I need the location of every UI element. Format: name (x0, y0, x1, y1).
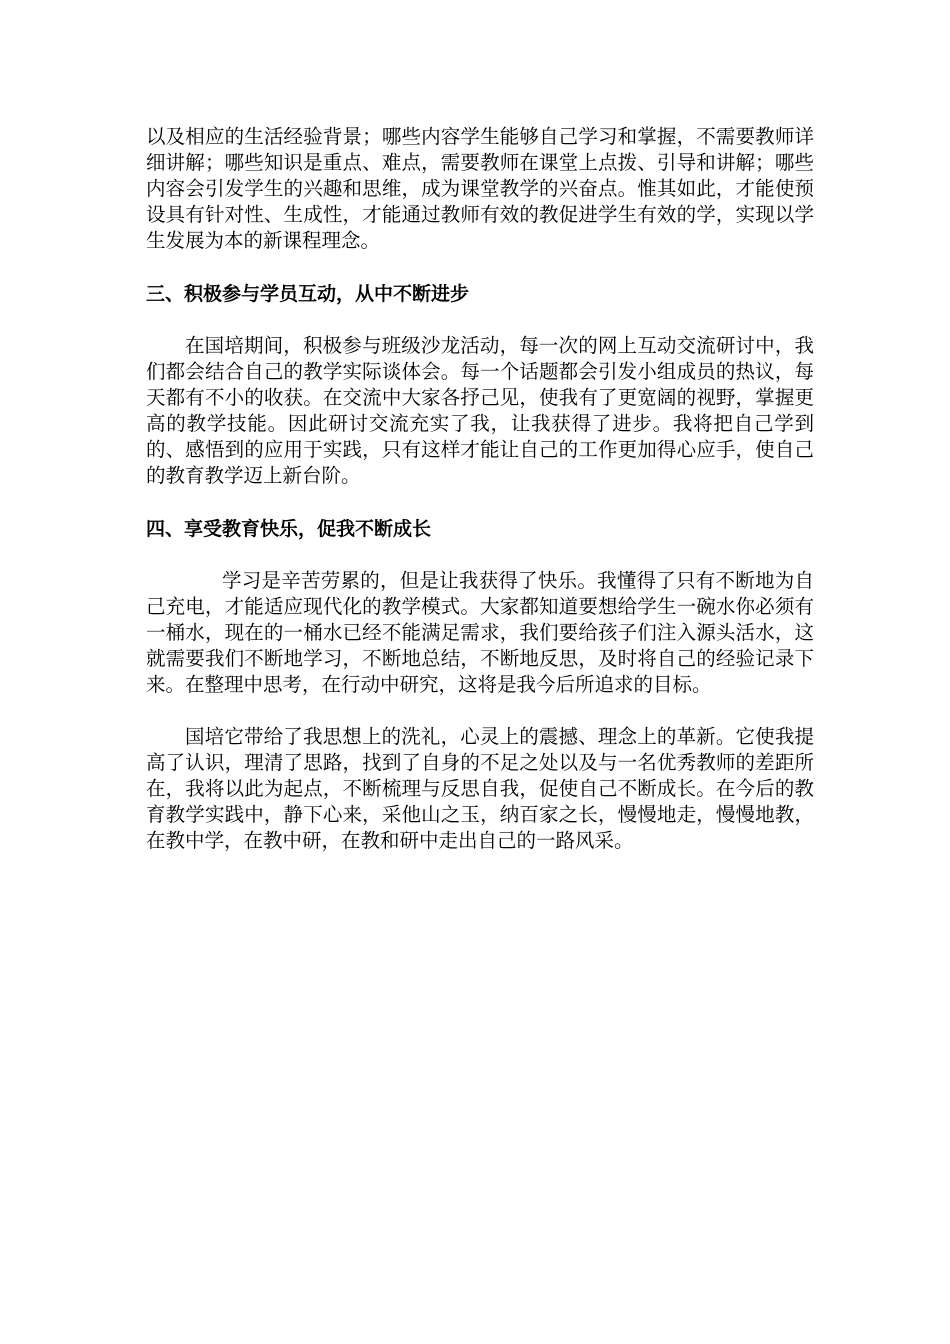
document-body (146, 124, 814, 854)
paragraph-conclusion: 国培它带给了我思想上的洗礼，心灵上的震撼、理念上的革新。它使我提高了认识，理清了思路，找到了自身的不足之处以及与一名优秀教师的差距所在，我将以此为起点，不断梳理与反思自我，促使自己不断成长。在今后的教育教学实践中，静下心来，采他山之玉，纳百家之长，慢慢地走，慢慢地教，在教中学，在教中研，在教和研中走出自己的一路风采。 (146, 725, 814, 852)
paragraph-continuation: 以及相应的生活经验背景；哪些内容学生能够自己学习和掌握，不需要教师详细讲解；哪些知识是重点、难点，需要教师在课堂上点拨、引导和讲解；哪些内容会引发学生的兴趣和思维，成为课堂教学的兴奋点。惟其如此，才能使预设具有针对性、生成性，才能通过教师有效的教促进学生有效的学，实现以学生发展为本的新课程理念。 (146, 125, 814, 252)
paragraph-enjoy-learning: 学习是辛苦劳累的，但是让我获得了快乐。我懂得了只有不断地为自己充电，才能适应现代化的教学模式。大家都知道要想给学生一碗水你必须有一桶水，现在的一桶水已经不能满足需求，我们要给孩子们注入源头活水，这就需要我们不断地学习，不断地总结，不断地反思，及时将自己的经验记录下来。在整理中思考，在行动中研究，这将是我今后所追求的目标。 (146, 569, 814, 696)
section-heading-3: 三、积极参与学员互动，从中不断进步 (146, 283, 470, 305)
section-heading-4: 四、享受教育快乐，促我不断成长 (146, 518, 432, 540)
paragraph-interaction: 在国培期间，积极参与班级沙龙活动，每一次的网上互动交流研讨中，我们都会结合自己的教学实际谈体会。每一个话题都会引发小组成员的热议，每天都有不小的收获。在交流中大家各抒己见，使我有了更宽阔的视野，掌握更高的教学技能。因此研讨交流充实了我，让我获得了进步。我将把自己学到的、感悟到的应用于实践，只有这样才能让自己的工作更加得心应手，使自己的教育教学迈上新台阶。 (146, 334, 814, 487)
